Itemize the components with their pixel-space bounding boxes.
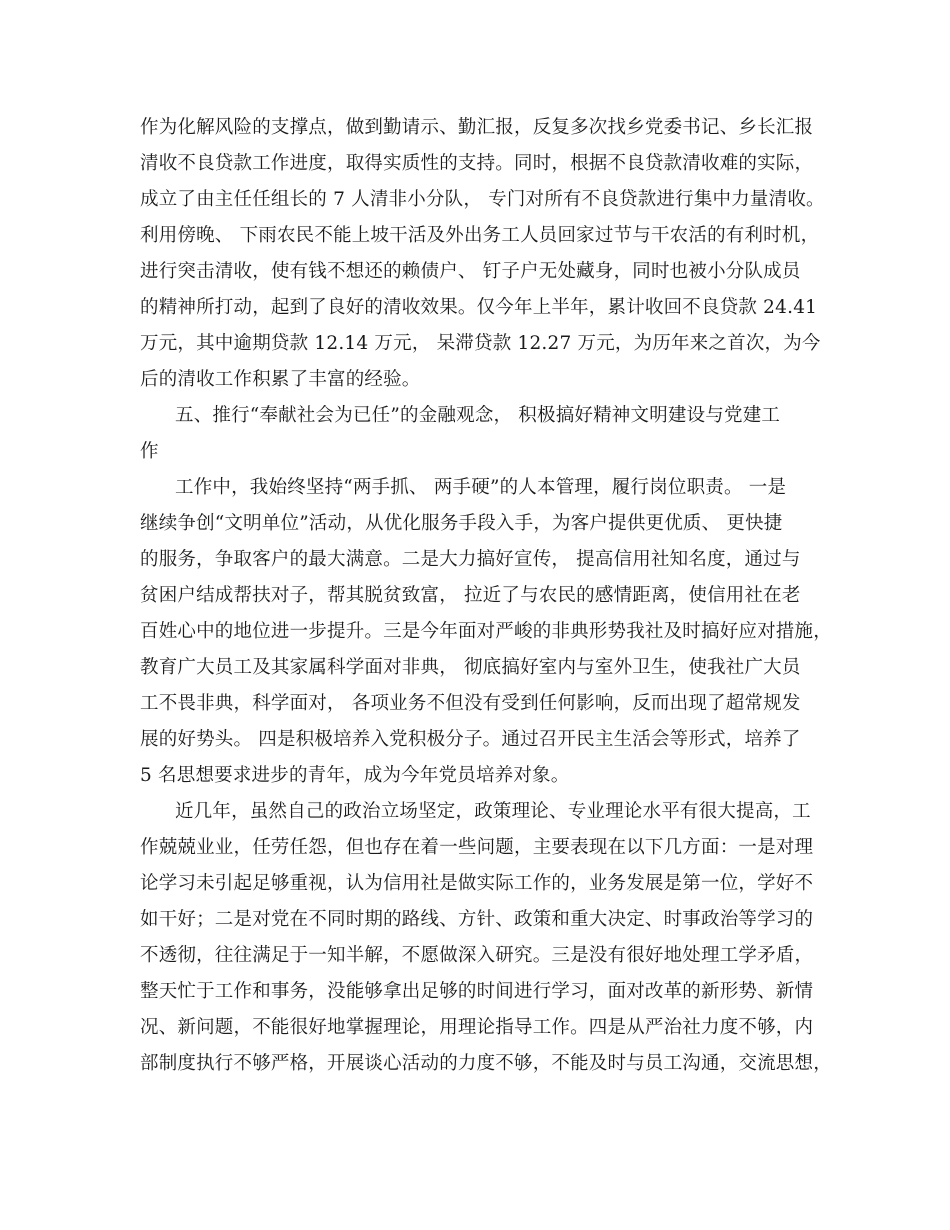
text-line: 如干好；二是对党在不同时期的路线、方针、政策和重大决定、时事政治等学习的 xyxy=(140,909,814,930)
text-line: 况、新问题，不能很好地掌握理论，用理论指导工作。四是从严治社力度不够，内 xyxy=(140,1017,814,1038)
text-line: 利用傍晚、 下雨农民不能上坡干活及外出务工人员回家过节与干农活的有利时机， xyxy=(140,225,820,246)
text-line: 论学习未引起足够重视，认为信用社是做实际工作的，业务发展是第一位，学好不 xyxy=(140,873,814,894)
text-line: 万元，其中逾期贷款 12.14 万元， 呆滞贷款 12.27 万元，为历年来之首次，为今 xyxy=(140,333,821,354)
text-line: 近几年，虽然自己的政治立场坚定，政策理论、专业理论水平有很大提高，工 xyxy=(175,801,811,822)
text-line: 后的清收工作积累了丰富的经验。 xyxy=(140,369,421,390)
text-line: 不透彻，往往满足于一知半解，不愿做深入研究。三是没有很好地处理工学矛盾， xyxy=(140,945,814,966)
text-line: 部制度执行不够严格，开展谈心活动的力度不够，不能及时与员工沟通，交流思想， xyxy=(140,1053,832,1074)
text-line: 作为化解风险的支撑点，做到勤请示、勤汇报，反复多次找乡党委书记、乡长汇报 xyxy=(140,117,814,138)
text-line: 继续争创“文明单位”活动，从优化服务手段入手，为客户提供更优质、 更快捷 xyxy=(140,513,783,534)
text-line: 的精神所打动，起到了良好的清收效果。仅今年上半年，累计收回不良贷款 24.41 xyxy=(140,297,818,318)
text-line: 整天忙于工作和事务，没能够拿出足够的时间进行学习，面对改革的新形势、新情 xyxy=(140,981,814,1002)
text-line: 清收不良贷款工作进度，取得实质性的支持。同时，根据不良贷款清收难的实际， xyxy=(140,153,814,174)
text-line: 的服务，争取客户的最大满意。二是大力搞好宣传， 提高信用社知名度，通过与 xyxy=(140,549,801,570)
text-line: 工作中，我始终坚持“两手抓、 两手硬”的人本管理，履行岗位职责。 一是 xyxy=(175,477,787,498)
text-line: 工不畏非典，科学面对， 各项业务不但没有受到任何影响，反而出现了超常规发 xyxy=(140,693,801,714)
text-line: 百姓心中的地位进一步提升。三是今年面对严峻的非典形势我社及时搞好应对措施， xyxy=(140,621,832,642)
text-line: 展的好势头。 四是积极培养入党积极分子。通过召开民主生活会等形式，培养了 xyxy=(140,729,801,750)
section-heading: 五、推行“奉献社会为已任”的金融观念， 积极搞好精神文明建设与党建工 xyxy=(175,405,781,426)
text-line: 进行突击清收，使有钱不想还的赖债户、 钉子户无处藏身，同时也被小分队成员 xyxy=(140,261,801,282)
text-line: 成立了由主任任组长的 7 人清非小分队， 专门对所有不良贷款进行集中力量清收。 xyxy=(140,189,825,210)
text-line: 作兢兢业业，任劳任怨，但也存在着一些问题，主要表现在以下几方面：一是对理 xyxy=(140,837,814,858)
section-heading: 作 xyxy=(140,441,159,462)
text-line: 贫困户结成帮扶对子，帮其脱贫致富， 拉近了与农民的感情距离，使信用社在老 xyxy=(140,585,801,606)
text-line: 5 名思想要求进步的青年，成为今年党员培养对象。 xyxy=(140,765,570,786)
text-line: 教育广大员工及其家属科学面对非典， 彻底搞好室内与室外卫生，使我社广大员 xyxy=(140,657,801,678)
